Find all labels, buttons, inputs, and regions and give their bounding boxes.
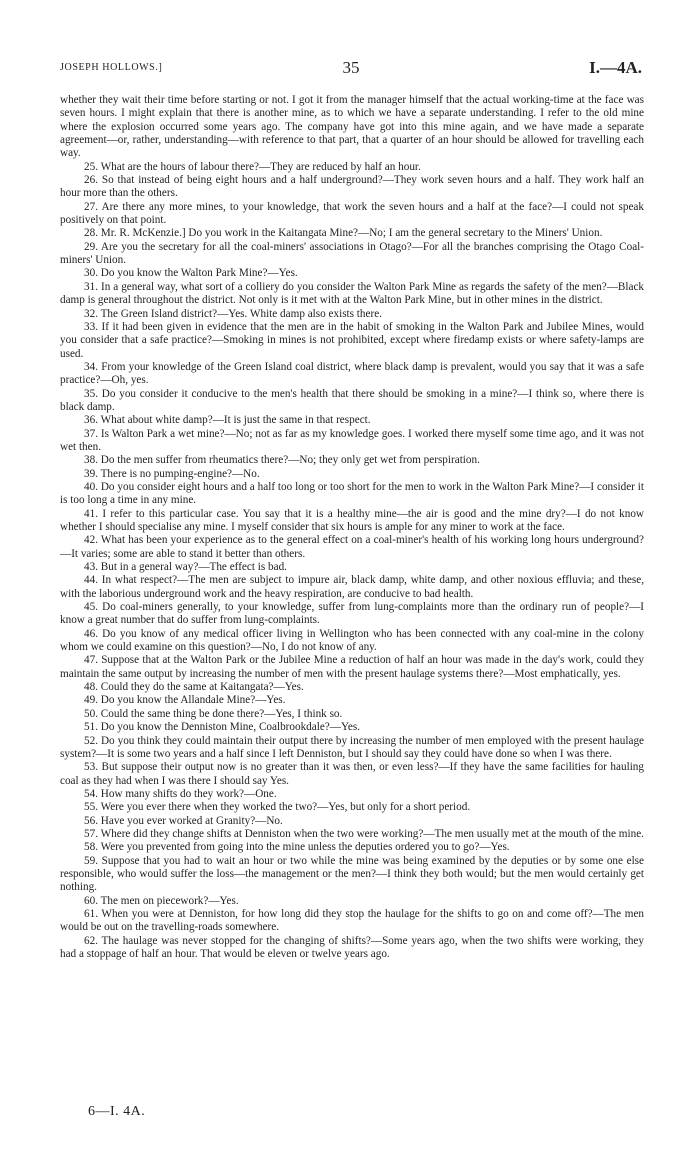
testimony-paragraph: 46. Do you know of any medical officer living in Wellington who has been connected with any coal-mine in the colony whom we could examine on this question?—No, I do not know of any.	[60, 627, 644, 654]
testimony-paragraph: 31. In a general way, what sort of a colliery do you consider the Walton Park Mine as regards the safety of the men?—Black damp is general throughout the district. Not only is it met with at the Walton Park Mine, but in other mines in the district.	[60, 280, 644, 307]
testimony-paragraph: 51. Do you know the Denniston Mine, Coalbrookdale?—Yes.	[84, 721, 361, 734]
testimony-paragraph: 25. What are the hours of labour there?—They are reduced by half an hour.	[84, 160, 421, 173]
testimony-paragraph: 60. The men on piecework?—Yes.	[84, 894, 239, 907]
testimony-paragraph: 38. Do the men suffer from rheumatics there?—No; they only get wet from perspiration.	[84, 454, 480, 467]
testimony-paragraph: 50. Could the same thing be done there?—Yes, I think so.	[84, 707, 343, 720]
printer-signature: 6—I. 4A.	[88, 1104, 146, 1119]
testimony-paragraph: 61. When you were at Denniston, for how long did they stop the haulage for the shifts to go on and come off?—The men would be out on the travelling-roads somewhere.	[60, 907, 644, 934]
testimony-paragraph: 26. So that instead of being eight hours and a half underground?—They work seven hours and a half. They work half an hour more than the others.	[60, 174, 644, 200]
testimony-paragraph: 41. I refer to this particular case. You say that it is a healthy mine—the air is good and the mine dry?—I do not know whether I should specialise any mine. I myself consider that six hours is ample for any miner to work at the face.	[60, 507, 644, 533]
testimony-paragraph: 30. Do you know the Walton Park Mine?—Yes.	[84, 267, 298, 280]
testimony-paragraph: 48. Could they do the same at Kaitangata?—Yes.	[84, 681, 304, 694]
testimony-paragraph: 62. The haulage was never stopped for the changing of shifts?—Some years ago, when the two shifts were working, they had a stoppage of half an hour. That would be eleven or twelve years ago.	[60, 934, 644, 960]
testimony-paragraph: 40. Do you consider eight hours and a half too long or too short for the men to work in the Walton Park Mine?—I consider it is too long a time in any mine.	[60, 480, 644, 507]
testimony-paragraph: 28. Mr. R. McKenzie.] Do you work in the Kaitangata Mine?—No; I am the general secretary to the Miners' Union.	[84, 227, 603, 240]
document-reference: I.—4A.	[589, 58, 642, 77]
testimony-paragraph: 42. What has been your experience as to the general effect on a coal-miner's health of his working long hours underground?—It varies; some are able to stand it better than others.	[60, 534, 644, 560]
testimony-paragraph: 27. Are there any more mines, to your knowledge, that work the seven hours and a half at the face?—I could not speak positively on that point.	[60, 200, 644, 227]
testimony-paragraph: 44. In what respect?—The men are subject to impure air, black damp, white damp, and other noxious effluvia; and these, with the laborious underground work and the heavy respiration, are conducive to bad health.	[60, 574, 644, 600]
testimony-paragraph: 36. What about white damp?—It is just the same in that respect.	[84, 414, 371, 427]
witness-name-header: JOSEPH HOLLOWS.]	[60, 62, 163, 73]
testimony-paragraph: 43. But in a general way?—The effect is bad.	[84, 561, 287, 574]
testimony-paragraph: 56. Have you ever worked at Granity?—No.	[84, 814, 283, 827]
continued-paragraph: whether they wait their time before starting or not. I got it from the manager himself that the actual working-time at the face was seven hours. I might explain that there is another mine, as to which we have a separate understanding. I refer to the old mine where the explosion occurred some years ago. The company have got into this mine again, and we have made a separate agreement—or, rather, understanding—with reference to that part, that a quarter of an hour should be allowed for travelling each way.	[60, 94, 644, 160]
running-head	[60, 58, 642, 80]
testimony-paragraph: 34. From your knowledge of the Green Island coal district, where black damp is prevalent, would you say that it was a safe practice?—Oh, yes.	[60, 360, 644, 387]
testimony-paragraph: 35. Do you consider it conducive to the men's health that there should be smoking in a mine?—I think so, where there is black damp.	[60, 387, 644, 413]
testimony-paragraph: 49. Do you know the Allandale Mine?—Yes.	[84, 694, 286, 707]
testimony-paragraph: 59. Suppose that you had to wait an hour or two while the mine was being examined by the deputies or by some one else responsible, who would suffer the loss—the management or the men?—I think they both would; but the men would certainly get nothing.	[60, 854, 644, 894]
testimony-paragraph: 58. Were you prevented from going into the mine unless the deputies ordered you to go?—Yes.	[84, 841, 510, 854]
testimony-paragraph: 55. Were you ever there when they worked the two?—Yes, but only for a short period.	[84, 801, 471, 814]
testimony-paragraph: 29. Are you the secretary for all the coal-miners' associations in Otago?—For all the branches comprising the Otago Coal-miners' Union.	[60, 240, 644, 267]
testimony-paragraph: 54. How many shifts do they work?—One.	[84, 787, 277, 800]
testimony-paragraph: 32. The Green Island district?—Yes. White damp also exists there.	[84, 307, 382, 320]
testimony-paragraph: 39. There is no pumping-engine?—No.	[84, 467, 260, 480]
testimony-paragraph: 37. Is Walton Park a wet mine?—No; not as far as my knowledge goes. I worked there myself some time ago, and it was not wet then.	[60, 427, 644, 453]
testimony-paragraph: 33. If it had been given in evidence that the men are in the habit of smoking in the Walton Park and Jubilee Mines, would you consider that a safe practice?—Smoking in mines is not prohibited, except where firedamp exists or where safety-lamps are used.	[60, 320, 644, 360]
testimony-paragraph: 45. Do coal-miners generally, to your knowledge, suffer from lung-complaints more than the ordinary run of people?—I know a great number that do suffer from lung-complaints.	[60, 601, 644, 627]
testimony-paragraph: 52. Do you think they could maintain their output there by increasing the number of men employed with the present haulage system?—It is some two years and a half since I left Denniston, but I should say they could have done so when I was there.	[60, 734, 644, 760]
testimony-paragraph: 57. Where did they change shifts at Denniston when the two were working?—The men usually met at the mouth of the mine.	[84, 827, 644, 840]
testimony-paragraph: 53. But suppose their output now is no greater than it was then, or even less?—If they have the same facilities for hauling coal as they had when I was there I should say Yes.	[60, 761, 644, 787]
testimony-body	[60, 94, 644, 961]
testimony-paragraph: 47. Suppose that at the Walton Park or the Jubilee Mine a reduction of half an hour was made in the day's work, could they maintain the same output by increasing the number of men with the present haulage systems there?—Most emphatically, yes.	[60, 654, 644, 680]
page-number: 35	[342, 58, 360, 77]
